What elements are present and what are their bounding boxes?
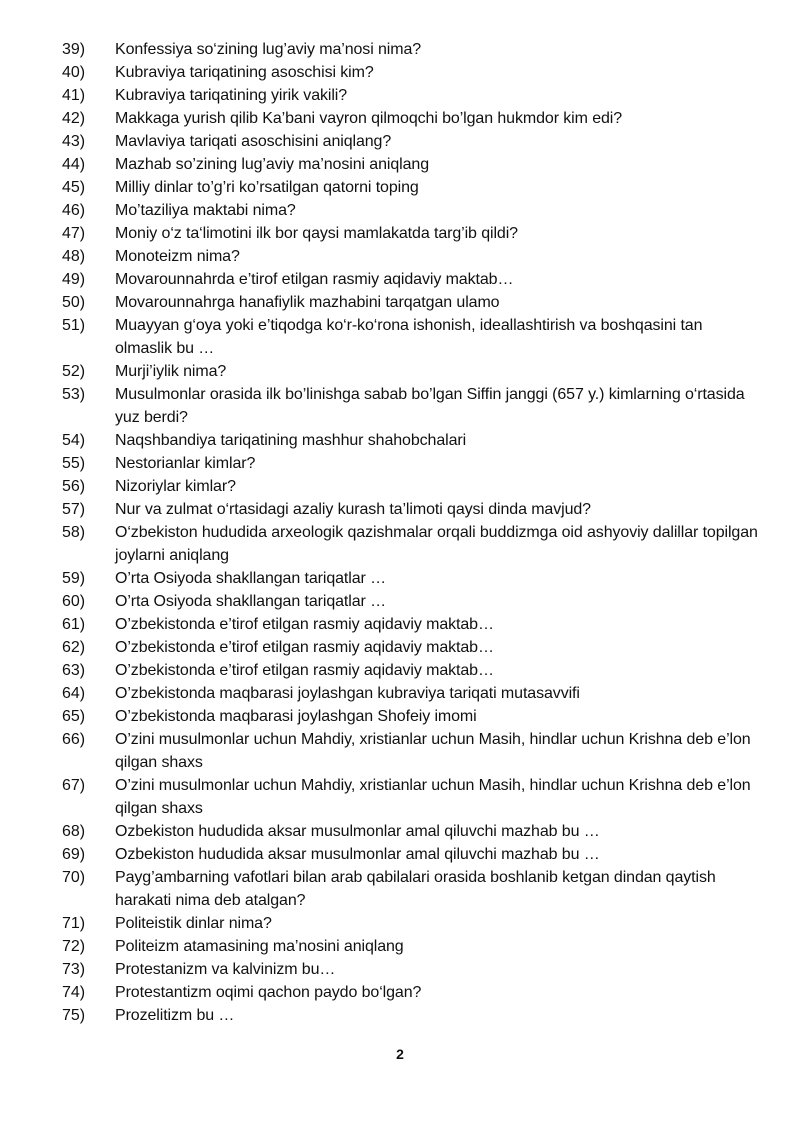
question-number: 58) bbox=[62, 524, 86, 541]
question-item bbox=[62, 958, 762, 981]
question-number: 53) bbox=[62, 386, 86, 403]
question-text: Ozbekiston hududida aksar musulmonlar amal qiluvchi mazhab bu … bbox=[115, 846, 600, 863]
question-text: Murji’iylik nima? bbox=[115, 363, 227, 380]
question-number: 56) bbox=[62, 478, 86, 495]
question-number: 61) bbox=[62, 616, 86, 633]
page-number: 2 bbox=[396, 1046, 404, 1062]
question-item bbox=[62, 291, 762, 314]
question-number: 40) bbox=[62, 64, 86, 81]
question-item bbox=[62, 866, 762, 912]
question-text: Ozbekiston hududida aksar musulmonlar amal qiluvchi mazhab bu … bbox=[115, 823, 600, 840]
question-text: Mavlaviya tariqati asoschisini aniqlang? bbox=[115, 133, 392, 150]
question-item bbox=[62, 498, 762, 521]
question-text: Makkaga yurish qilib Ka’bani vayron qilmoqchi bo’lgan hukmdor kim edi? bbox=[115, 110, 623, 127]
question-text: Movarounnahrda e’tirof etilgan rasmiy aqidaviy maktab… bbox=[115, 271, 514, 288]
question-list bbox=[62, 38, 762, 1027]
question-number: 47) bbox=[62, 225, 86, 242]
question-item bbox=[62, 935, 762, 958]
question-text: Protestantizm oqimi qachon paydo bo‘lgan? bbox=[115, 984, 422, 1001]
question-text: Nur va zulmat o‘rtasidagi azaliy kurash ta’limoti qaysi dinda mavjud? bbox=[115, 501, 591, 518]
question-number: 49) bbox=[62, 271, 86, 288]
question-item bbox=[62, 199, 762, 222]
question-number: 41) bbox=[62, 87, 86, 104]
question-number: 64) bbox=[62, 685, 86, 702]
question-item bbox=[62, 682, 762, 705]
question-item bbox=[62, 843, 762, 866]
question-item bbox=[62, 475, 762, 498]
question-text: Prozelitizm bu … bbox=[115, 1007, 235, 1024]
question-item bbox=[62, 728, 762, 774]
question-text: Nestorianlar kimlar? bbox=[115, 455, 256, 472]
question-item bbox=[62, 774, 762, 820]
question-number: 54) bbox=[62, 432, 86, 449]
question-item bbox=[62, 383, 762, 429]
question-item bbox=[62, 820, 762, 843]
question-number: 69) bbox=[62, 846, 86, 863]
question-number: 65) bbox=[62, 708, 86, 725]
question-text: Kubraviya tariqatining asoschisi kim? bbox=[115, 64, 374, 81]
question-number: 39) bbox=[62, 41, 86, 58]
question-number: 70) bbox=[62, 869, 86, 886]
question-text: Musulmonlar orasida ilk bo’linishga sabab bo’lgan Siffin janggi (657 y.) kimlarning o‘rtasida yuz berdi? bbox=[115, 386, 745, 426]
question-text: Politeistik dinlar nima? bbox=[115, 915, 272, 932]
question-number: 68) bbox=[62, 823, 86, 840]
question-item bbox=[62, 567, 762, 590]
question-text: O’zbekistonda maqbarasi joylashgan Shofeiy imomi bbox=[115, 708, 477, 725]
question-text: O‘zbekiston hududida arxeologik qazishmalar orqali buddizmga oid ashyoviy dalillar topilgan joylarni aniqlang bbox=[115, 524, 758, 564]
question-item bbox=[62, 314, 762, 360]
question-item bbox=[62, 130, 762, 153]
question-item bbox=[62, 659, 762, 682]
question-number: 51) bbox=[62, 317, 86, 334]
question-number: 46) bbox=[62, 202, 86, 219]
question-item bbox=[62, 84, 762, 107]
question-text: O’rta Osiyoda shakllangan tariqatlar … bbox=[115, 593, 386, 610]
question-number: 45) bbox=[62, 179, 86, 196]
question-text: Monoteizm nima? bbox=[115, 248, 240, 265]
question-text: Mazhab so’zining lug’aviy ma’nosini aniqlang bbox=[115, 156, 430, 173]
question-number: 44) bbox=[62, 156, 86, 173]
question-number: 63) bbox=[62, 662, 86, 679]
question-number: 74) bbox=[62, 984, 86, 1001]
question-number: 43) bbox=[62, 133, 86, 150]
question-item bbox=[62, 1004, 762, 1027]
question-number: 42) bbox=[62, 110, 86, 127]
question-item bbox=[62, 38, 762, 61]
question-text: O’zini musulmonlar uchun Mahdiy, xristianlar uchun Masih, hindlar uchun Krishna deb e’lon qilgan shaxs bbox=[115, 731, 751, 771]
question-item bbox=[62, 705, 762, 728]
question-number: 57) bbox=[62, 501, 86, 518]
question-text: O’zini musulmonlar uchun Mahdiy, xristianlar uchun Masih, hindlar uchun Krishna deb e’lon qilgan shaxs bbox=[115, 777, 751, 817]
question-number: 59) bbox=[62, 570, 86, 587]
question-text: Kubraviya tariqatining yirik vakili? bbox=[115, 87, 348, 104]
question-item bbox=[62, 107, 762, 130]
question-number: 72) bbox=[62, 938, 86, 955]
question-item bbox=[62, 590, 762, 613]
question-text: Moniy o‘z ta‘limotini ilk bor qaysi mamlakatda targ’ib qildi? bbox=[115, 225, 518, 242]
question-number: 71) bbox=[62, 915, 86, 932]
question-number: 50) bbox=[62, 294, 86, 311]
question-item bbox=[62, 360, 762, 383]
question-number: 75) bbox=[62, 1007, 86, 1024]
question-item bbox=[62, 61, 762, 84]
question-text: Politeizm atamasining ma’nosini aniqlang bbox=[115, 938, 404, 955]
question-item bbox=[62, 222, 762, 245]
question-item bbox=[62, 429, 762, 452]
question-text: Naqshbandiya tariqatining mashhur shahobchalari bbox=[115, 432, 467, 449]
question-text: Mo’taziliya maktabi nima? bbox=[115, 202, 296, 219]
question-item bbox=[62, 268, 762, 291]
question-text: Protestanizm va kalvinizm bu… bbox=[115, 961, 336, 978]
question-number: 73) bbox=[62, 961, 86, 978]
question-text: O’zbekistonda e’tirof etilgan rasmiy aqidaviy maktab… bbox=[115, 639, 494, 656]
question-text: Konfessiya so‘zining lug’aviy ma’nosi nima? bbox=[115, 41, 422, 58]
question-item bbox=[62, 613, 762, 636]
question-item bbox=[62, 153, 762, 176]
question-item bbox=[62, 912, 762, 935]
question-number: 48) bbox=[62, 248, 86, 265]
question-item bbox=[62, 981, 762, 1004]
question-text: Muayyan g‘oya yoki e’tiqodga ko‘r-ko‘rona ishonish, ideallashtirish va boshqasini tan olmaslik bu … bbox=[115, 317, 703, 357]
question-text: O’rta Osiyoda shakllangan tariqatlar … bbox=[115, 570, 386, 587]
question-item bbox=[62, 521, 762, 567]
question-number: 52) bbox=[62, 363, 86, 380]
question-item bbox=[62, 452, 762, 475]
question-text: O’zbekistonda e’tirof etilgan rasmiy aqidaviy maktab… bbox=[115, 616, 494, 633]
question-item bbox=[62, 176, 762, 199]
question-text: Payg’ambarning vafotlari bilan arab qabilalari orasida boshlanib ketgan dindan qaytish harakati nima deb atalgan? bbox=[115, 869, 716, 909]
question-number: 66) bbox=[62, 731, 86, 748]
question-text: Milliy dinlar to’g’ri ko’rsatilgan qatorni toping bbox=[115, 179, 419, 196]
question-text: Nizoriylar kimlar? bbox=[115, 478, 236, 495]
question-text: O’zbekistonda e’tirof etilgan rasmiy aqidaviy maktab… bbox=[115, 662, 494, 679]
question-number: 67) bbox=[62, 777, 86, 794]
question-text: Movarounnahrga hanafiylik mazhabini tarqatgan ulamo bbox=[115, 294, 500, 311]
question-number: 55) bbox=[62, 455, 86, 472]
question-number: 62) bbox=[62, 639, 86, 656]
question-item bbox=[62, 636, 762, 659]
question-text: O’zbekistonda maqbarasi joylashgan kubraviya tariqati mutasavvifi bbox=[115, 685, 580, 702]
question-item bbox=[62, 245, 762, 268]
question-number: 60) bbox=[62, 593, 86, 610]
